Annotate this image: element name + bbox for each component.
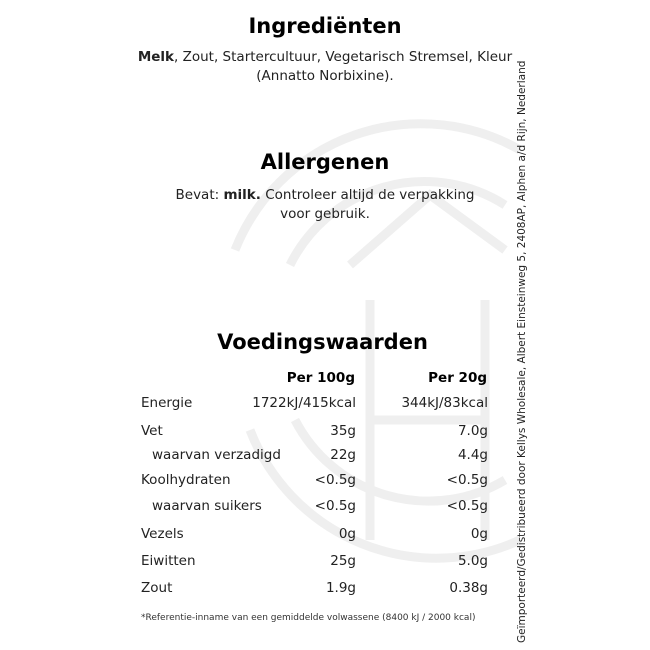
row-value-per-20g: <0.5g	[446, 498, 488, 514]
nutrition-row-vet	[141, 423, 489, 443]
row-value-per-100g: 25g	[330, 553, 356, 569]
ingredients-text	[135, 48, 515, 86]
nutrition-row-vezels	[141, 526, 489, 546]
row-value-per-20g: 0g	[470, 526, 488, 542]
allergens-bold-milk: milk.	[223, 187, 261, 203]
row-value-per-100g: 1722kJ/415kcal	[252, 395, 356, 411]
column-header-per-20g: Per 20g	[428, 370, 487, 386]
allergens-title: Allergenen	[260, 150, 390, 174]
row-label: Vezels	[141, 526, 184, 542]
row-label: Koolhydraten	[141, 472, 231, 488]
row-value-per-20g: 5.0g	[457, 553, 488, 569]
nutrition-row-eiwitten	[141, 553, 489, 573]
row-value-per-20g: 0.38g	[449, 580, 488, 596]
column-header-per-100g: Per 100g	[286, 370, 355, 386]
nutrition-row-energie	[141, 395, 489, 415]
row-label: waarvan suikers	[152, 498, 262, 514]
row-value-per-20g: 4.4g	[457, 447, 488, 463]
ingredients-list: , Zout, Startercultuur, Vegetarisch Stremsel, Kleur (Annatto Norbixine).	[174, 49, 513, 84]
nutrition-row-zout	[141, 580, 489, 600]
row-label: waarvan verzadigd	[152, 447, 281, 463]
reference-intake-footnote: *Referentie-inname van een gemiddelde volwassene (8400 kJ / 2000 kcal)	[141, 613, 476, 623]
row-value-per-100g: 0g	[338, 526, 356, 542]
nutrition-row-verzadigd	[141, 447, 489, 467]
row-value-per-100g: <0.5g	[314, 472, 356, 488]
ingredients-bold-milk: Melk	[137, 49, 175, 65]
allergens-prefix: Bevat:	[175, 187, 224, 203]
row-label: Eiwitten	[141, 553, 196, 569]
importer-address-vertical: Geïmporteerd/Gedistribueerd door Kellys Wholesale, Albert Einsteinweg 5, 2408AP, Alphen a/d Rijn, Nederland	[516, 60, 528, 643]
row-value-per-100g: <0.5g	[314, 498, 356, 514]
nutrition-row-koolhydraten	[141, 472, 489, 492]
row-label: Vet	[141, 423, 163, 439]
row-value-per-100g: 35g	[330, 423, 356, 439]
allergens-note: Controleer altijd de verpakking voor gebruik.	[260, 187, 475, 222]
row-value-per-20g: <0.5g	[446, 472, 488, 488]
nutrition-row-suikers	[141, 498, 489, 518]
ingredients-title: Ingrediënten	[248, 14, 402, 38]
row-label: Energie	[141, 395, 193, 411]
nutrition-title: Voedingswaarden	[217, 330, 428, 354]
allergens-text	[160, 186, 490, 224]
row-value-per-20g: 344kJ/83kcal	[401, 395, 488, 411]
row-value-per-100g: 22g	[330, 447, 356, 463]
row-value-per-100g: 1.9g	[325, 580, 356, 596]
row-value-per-20g: 7.0g	[457, 423, 488, 439]
row-label: Zout	[141, 580, 173, 596]
